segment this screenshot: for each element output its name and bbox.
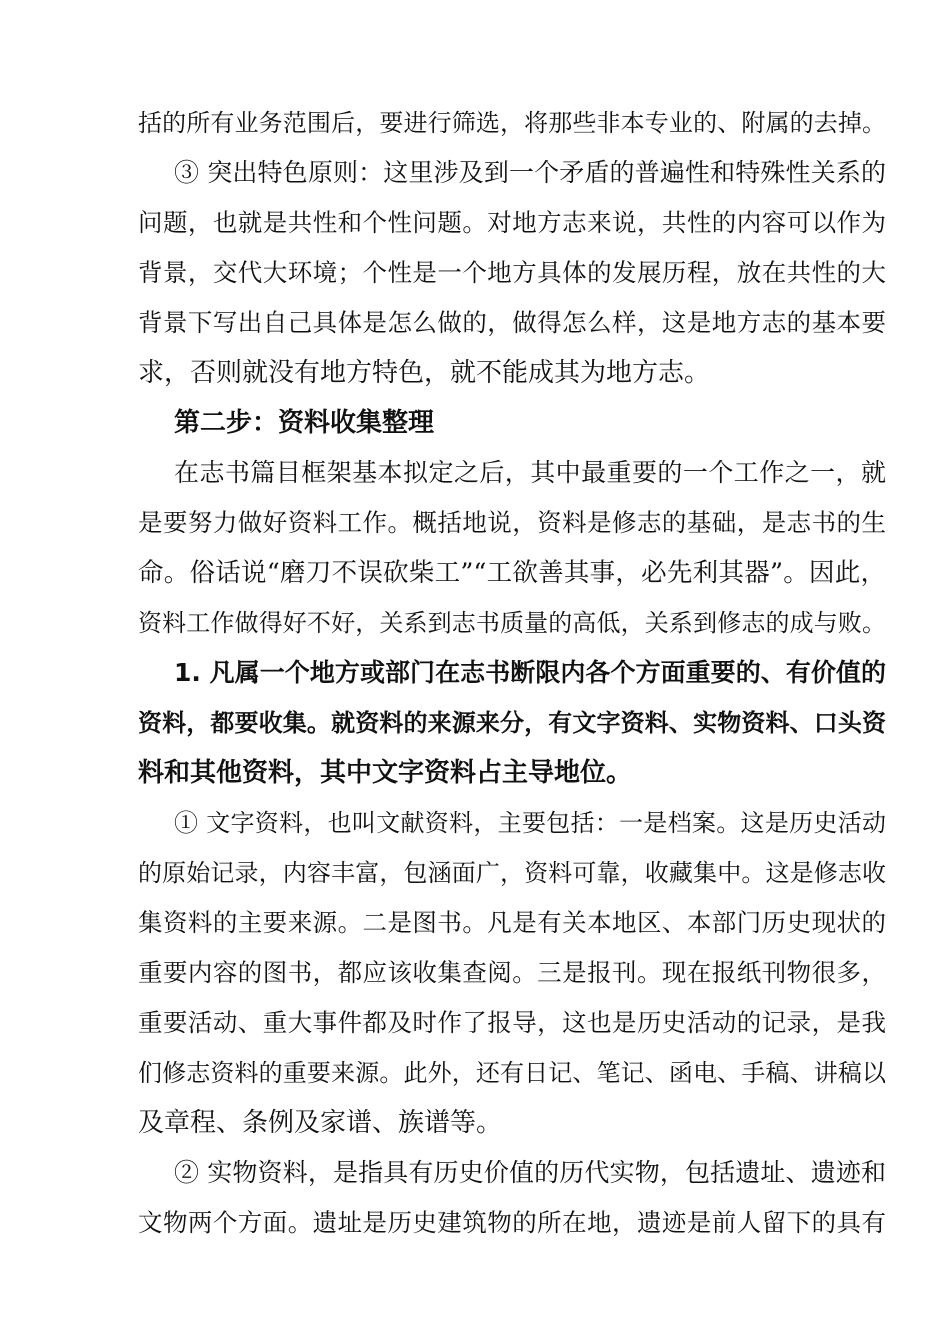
text-line: 文物两个方面。遗址是历史建筑物的所在地，遗迹是前人留下的具有 xyxy=(138,1208,886,1237)
text-line: 集资料的主要来源。二是图书。凡是有关本地区、本部门历史现状的 xyxy=(138,908,886,937)
text-line: ③ 突出特色原则：这里涉及到一个矛盾的普遍性和特殊性关系的 xyxy=(174,158,886,187)
text-line: ② 实物资料，是指具有历史价值的历代实物，包括遗址、遗迹和 xyxy=(174,1158,886,1187)
text-line: 资料工作做得好不好，关系到志书质量的高低，关系到修志的成与败。 xyxy=(138,609,886,637)
text-line: 重要活动、重大事件都及时作了报导，这也是历史活动的记录，是我 xyxy=(138,1008,886,1037)
bold-text-line: 资料，都要收集。就资料的来源来分，有文字资料、实物资料、口头资 xyxy=(138,709,886,737)
text-line: 们修志资料的重要来源。此外，还有日记、笔记、函电、手稿、讲稿以 xyxy=(138,1059,886,1087)
text-line: 求，否则就没有地方特色，就不能成其为地方志。 xyxy=(138,358,711,388)
bold-text-line: 料和其他资料，其中文字资料占主导地位。 xyxy=(138,758,633,788)
text-line: 是要努力做好资料工作。概括地说，资料是修志的基础，是志书的生 xyxy=(138,508,886,537)
text-line: ① 文字资料，也叫文献资料，主要包括：一是档案。这是历史活动 xyxy=(174,809,886,837)
text-line: 及章程、条例及家谱、族谱等。 xyxy=(138,1108,503,1138)
text-line: 在志书篇目框架基本拟定之后，其中最重要的一个工作之一，就 xyxy=(174,458,886,487)
text-line: 背景下写出自己具体是怎么做的，做得怎么样，这是地方志的基本要 xyxy=(138,308,886,337)
text-line: 的原始记录，内容丰富，包涵面广，资料可靠，收藏集中。这是修志收 xyxy=(138,859,886,887)
text-line: 括的所有业务范围后，要进行筛选，将那些非本专业的、附属的去掉。 xyxy=(138,109,886,137)
text-line: 命。俗话说“磨刀不误砍柴工”“工欲善其事，必先利其器”。因此， xyxy=(138,558,886,588)
text-line: 重要内容的图书，都应该收集查阅。三是报刊。现在报纸刊物很多， xyxy=(138,958,886,987)
section-heading: 第二步：资料收集整理 xyxy=(174,408,435,438)
text-line: 问题，也就是共性和个性问题。对地方志来说，共性的内容可以作为 xyxy=(138,208,886,237)
text-line: 背景，交代大环境；个性是一个地方具体的发展历程，放在共性的大 xyxy=(138,258,886,287)
bold-text-line: 1. 凡属一个地方或部门在志书断限内各个方面重要的、有价值的 xyxy=(174,658,886,687)
